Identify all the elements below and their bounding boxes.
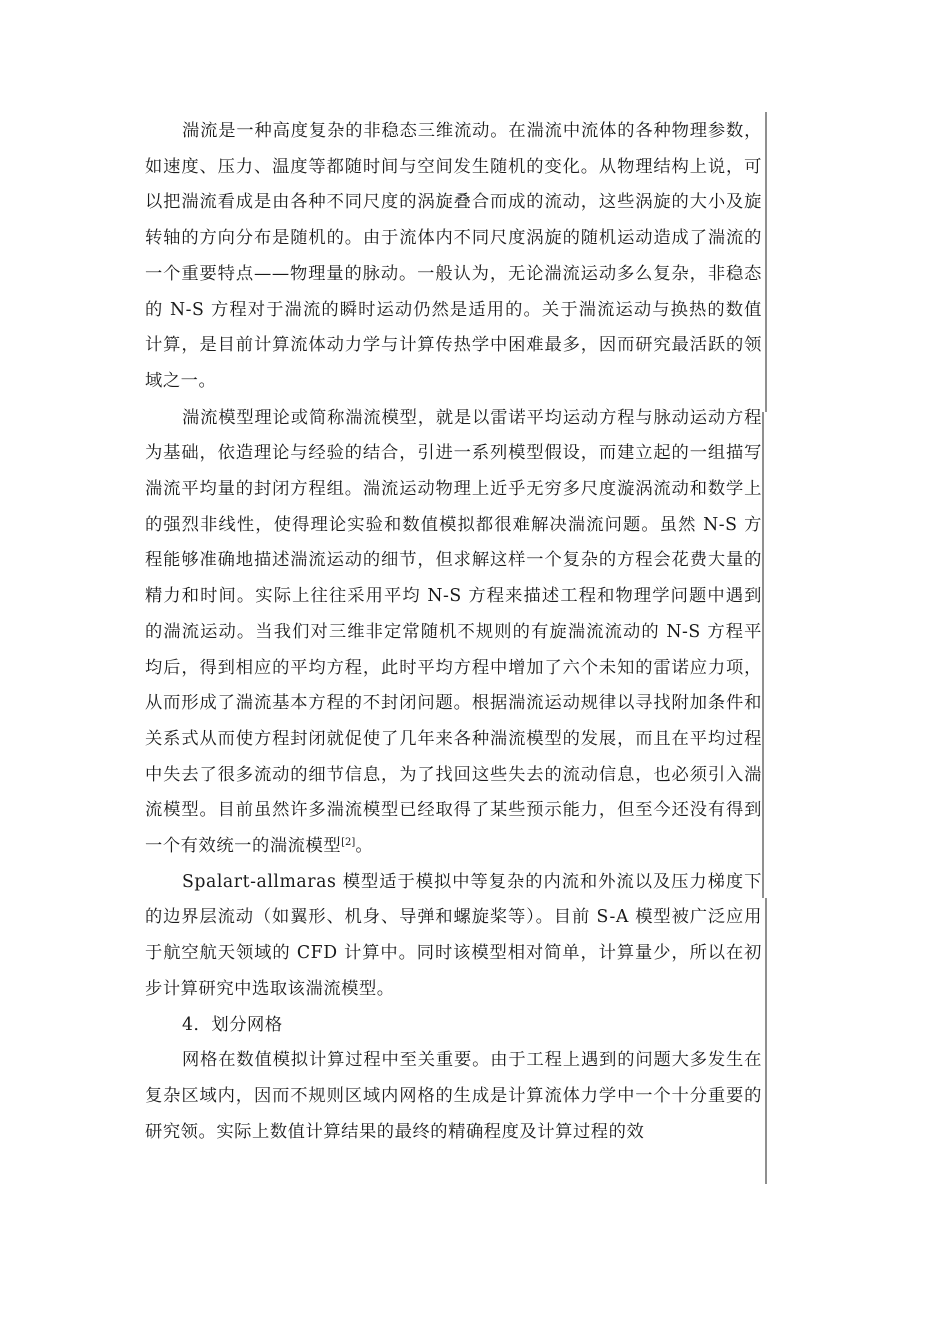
- section-heading: 4．划分网格: [182, 1014, 283, 1035]
- paragraph-spalart-allmaras: Spalart-allmaras 模型适于模拟中等复杂的内流和外流以及压力梯度下的边界层流动（如翼形、机身、导弹和螺旋桨等）。目前 S-A 模型被广泛应用于航空航天领域的 CFD 计算中。同时该模型相对简单，计算量少，所以在初步计算研究中选取该湍流模型。: [145, 871, 762, 999]
- margin-change-bar: [762, 412, 764, 898]
- margin-change-bar: [765, 112, 767, 412]
- paragraph-turbulence-model: [145, 401, 762, 865]
- citation-reference[interactable]: [2]: [341, 837, 356, 849]
- paragraph-mesh: 网格在数值模拟计算过程中至关重要。由于工程上遇到的问题大多发生在复杂区域内，因而不规则区域内网格的生成是计算流体力学中一个十分重要的研究领。实际上数值计算结果的最终的精确程度及计算过程的效: [145, 1050, 762, 1142]
- paragraph-turbulence-model-text: 湍流模型理论或简称湍流模型，就是以雷诺平均运动方程与脉动运动方程为基础，依造理论与经验的结合，引进一系列模型假设，而建立起的一组描写湍流平均量的封闭方程组。湍流运动物理上近乎无穷多尺度漩涡流动和数学上的强烈非线性，使得理论实验和数值模拟都很难解决湍流问题。虽然 N-S 方程能够准确地描述湍流运动的细节，但求解这样一个复杂的方程会花费大量的精力和时间。实际上往往采用平均 N-S 方程来描述工程和物理学问题中遇到的湍流运动。当我们对三维非定常随机不规则的有旋湍流流动的 N-S 方程平均后，得到相应的平均方程，此时平均方程中增加了六个未知的雷诺应力项，从而形成了湍流基本方程的不封闭问题。根据湍流运动规律以寻找附加条件和关系式从而使方程封闭就促使了几年来各种湍流模型的发展，而且在平均过程中失去了很多流动的细节信息，为了找回这些失去的流动信息，也必须引入湍流模型。目前虽然许多湍流模型已经取得了某些预示能力，但至今还没有得到一个有效统一的湍流模型: [145, 407, 762, 857]
- text-column: [145, 114, 762, 1150]
- margin-change-bar: [765, 898, 767, 1184]
- paragraph-turbulence-intro: 湍流是一种高度复杂的非稳态三维流动。在湍流中流体的各种物理参数，如速度、压力、温度等都随时间与空间发生随机的变化。从物理结构上说，可以把湍流看成是由各种不同尺度的涡旋叠合而成的流动，这些涡旋的大小及旋转轴的方向分布是随机的。由于流体内不同尺度涡旋的随机运动造成了湍流的一个重要特点——物理量的脉动。一般认为，无论湍流运动多么复杂，非稳态的 N-S 方程对于湍流的瞬时运动仍然是适用的。关于湍流运动与换热的数值计算，是目前计算流体动力学与计算传热学中困难最多，因而研究最活跃的领域之一。: [145, 121, 762, 391]
- paragraph-end-mark: 。: [355, 836, 374, 857]
